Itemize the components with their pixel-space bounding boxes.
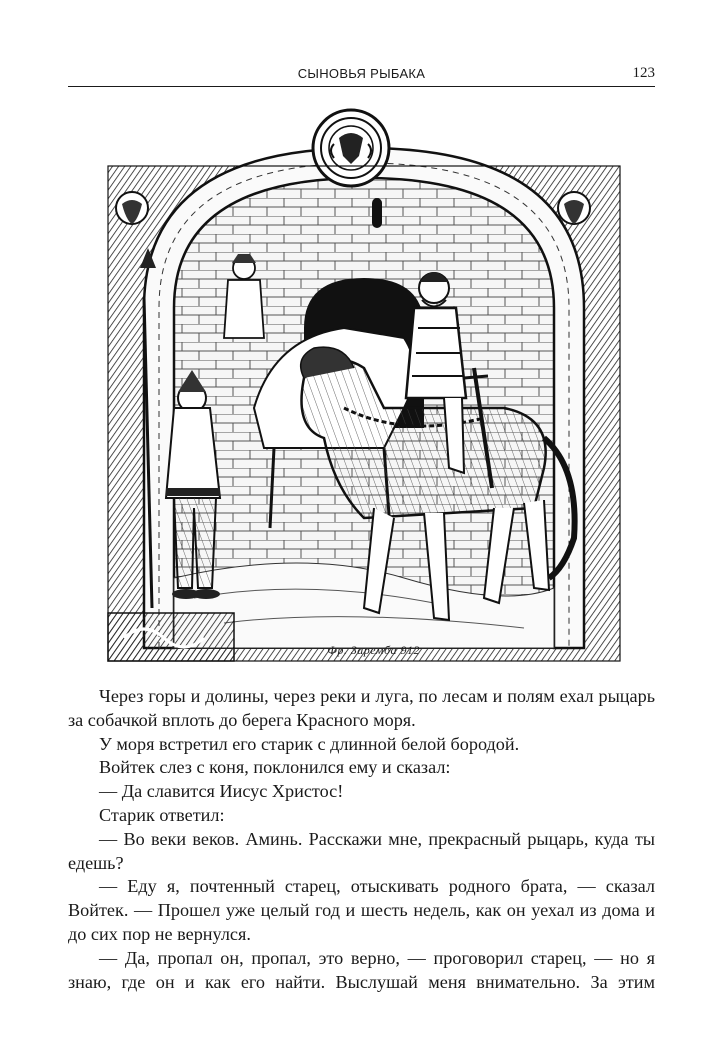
wall-window: [372, 198, 382, 228]
illustrator-signature: Фр. Заремба 912: [327, 643, 420, 657]
paragraph: Через горы и долины, через реки и луга, по лесам и полям ехал рыцарь за собачкой вплоть до берега Красного моря.: [68, 686, 655, 730]
paragraph: У моря встретил его старик с длинной белой бородой.: [99, 733, 520, 754]
paragraph: Войтек слез с коня, поклонился ему и сказал:: [99, 757, 451, 778]
paragraph: — Во веки веков. Аминь. Расскажи мне, прекрасный рыцарь, куда ты едешь?: [68, 828, 655, 873]
eagle-medallion: [313, 110, 389, 186]
paragraph: — Еду я, почтенный старец, отыскивать родного брата, — сказал Войтек. — Прошел уже целый год и шесть недель, как он уехал из дома и до сих пор не вернулся.: [68, 876, 655, 944]
illustration-drawing: [104, 108, 624, 668]
body-text: [68, 685, 655, 994]
paragraph: Старик ответил:: [99, 804, 225, 825]
book-illustration: [104, 108, 624, 668]
paragraph: — Да славится Иисус Христос!: [99, 781, 344, 802]
left-ornament: [116, 192, 148, 224]
running-header: [68, 64, 655, 87]
paragraph: — Да, пропал он, пропал, это верно, — проговорил старец, — но я знаю, где он и как его найти. Выслушай меня внимательно. За этим: [68, 947, 655, 992]
page-number: 123: [632, 65, 655, 81]
right-ornament: [558, 192, 590, 224]
running-title: СЫНОВЬЯ РЫБАКА: [297, 66, 426, 81]
